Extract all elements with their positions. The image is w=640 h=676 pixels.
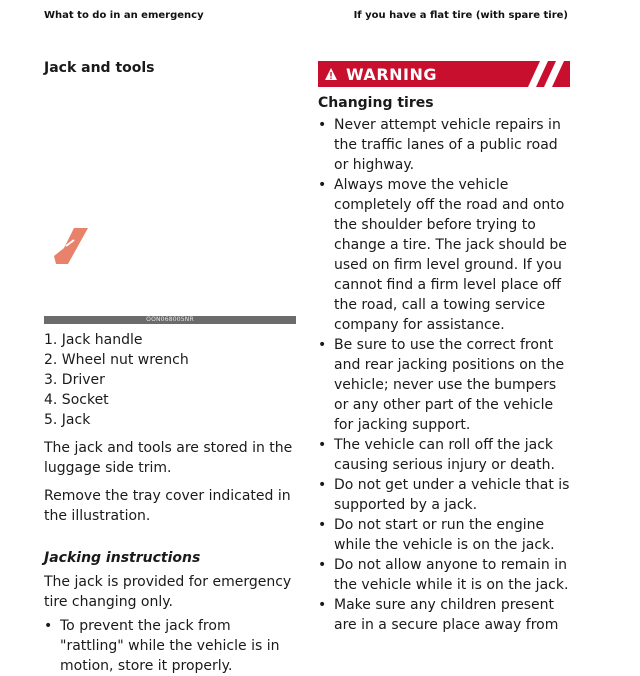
tray-paragraph: Remove the tray cover indicated in the illustration.	[44, 488, 291, 524]
list-item	[318, 595, 570, 635]
list-item: 1. Jack handle	[44, 332, 143, 348]
list-item: 3. Driver	[44, 372, 105, 388]
list-item	[318, 335, 570, 435]
bullet-icon: •	[318, 177, 327, 193]
list-item	[318, 475, 570, 515]
section-title-jacking-instructions: Jacking instructions	[44, 550, 201, 566]
slash-icon	[52, 226, 90, 266]
bullet-icon: •	[44, 618, 53, 634]
bullet-text: Be sure to use the correct front and rear jacking positions on the vehicle; never use the bumpers or any other part of the vehicle for jacking support.	[334, 337, 565, 433]
parts-list	[44, 330, 298, 430]
warning-triangle-icon	[324, 67, 338, 81]
running-header-right: If you have a flat tire (with spare tire)	[353, 10, 568, 21]
warning-subtitle: Changing tires	[318, 95, 434, 111]
jacking-bullets	[44, 616, 298, 676]
figure-code-bar	[44, 316, 296, 324]
warning-stripes-icon	[524, 61, 566, 87]
bullet-icon: •	[318, 557, 327, 573]
list-item	[44, 616, 298, 676]
list-item: 4. Socket	[44, 392, 109, 408]
list-item	[318, 515, 570, 555]
warning-bullets	[318, 115, 570, 635]
list-item: 5. Jack	[44, 412, 91, 428]
bullet-text: Make sure any children present are in a secure place away from	[334, 597, 559, 633]
warning-banner	[318, 61, 570, 87]
list-item	[318, 435, 570, 475]
list-item: 2. Wheel nut wrench	[44, 352, 189, 368]
warning-label: WARNING	[346, 64, 437, 84]
jacking-paragraph: The jack is provided for emergency tire changing only.	[44, 574, 292, 610]
bullet-text: Never attempt vehicle repairs in the traffic lanes of a public road or highway.	[334, 117, 561, 173]
bullet-text: Always move the vehicle completely off the road and onto the shoulder before trying to change a tire. The jack should be used on firm level ground. If you cannot find a firm level place off the road, call a towing service company for assistance.	[334, 177, 567, 333]
bullet-text: The vehicle can roll off the jack causing serious injury or death.	[334, 437, 555, 473]
bullet-icon: •	[318, 517, 327, 533]
bullet-text: Do not get under a vehicle that is supported by a jack.	[334, 477, 570, 513]
figure-code: OON068005NR	[146, 316, 194, 323]
bullet-text: To prevent the jack from "rattling" while the vehicle is in motion, store it properly.	[60, 618, 280, 674]
bullet-text: Do not start or run the engine while the vehicle is on the jack.	[334, 517, 555, 553]
bullet-icon: •	[318, 477, 327, 493]
jack-tools-illustration	[44, 92, 296, 323]
list-item	[318, 175, 570, 335]
storage-paragraph: The jack and tools are stored in the luggage side trim.	[44, 440, 293, 476]
list-item	[318, 555, 570, 595]
section-title-jack-and-tools: Jack and tools	[44, 60, 155, 76]
bullet-icon: •	[318, 117, 327, 133]
list-item	[318, 115, 570, 175]
bullet-icon: •	[318, 337, 327, 353]
left-column	[44, 60, 298, 676]
bullet-icon: •	[318, 597, 327, 613]
bullet-text: Do not allow anyone to remain in the vehicle while it is on the jack.	[334, 557, 569, 593]
right-column	[318, 61, 570, 635]
bullet-icon: •	[318, 437, 327, 453]
running-header-left: What to do in an emergency	[44, 10, 204, 21]
